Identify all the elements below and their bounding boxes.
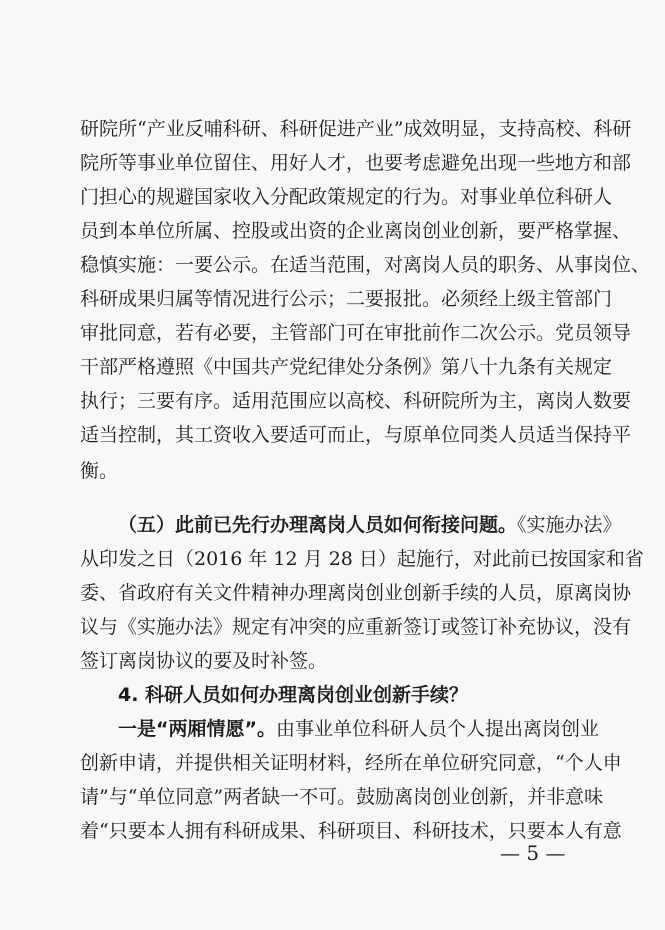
paragraph-line: 适当控制，其工资收入要适可而止，与原单位同类人员适当保持平: [80, 424, 632, 446]
paragraph-line: 干部严格遵照《中国共产党纪律处分条例》第八十九条有关规定: [80, 356, 613, 378]
paragraph-line: 科研成果归属等情况进行公示；二要报批。必须经上级主管部门: [80, 288, 613, 310]
part-1-first-line: [118, 713, 599, 745]
paragraph-line: 议与《实施办法》规定有冲突的应重新签订或签订补充协议，没有: [80, 616, 632, 638]
paragraph-line: 从印发之日（2016 年 12 月 28 日）起施行，对此前已按国家和省: [80, 548, 644, 570]
paragraph-line: 请”与“单位同意”两者缺一不可。鼓励离岗创业创新，并非意味: [80, 786, 604, 808]
part-1-heading: 一是“两厢情愿”。: [118, 718, 276, 740]
page-number: — 5 —: [500, 841, 566, 865]
section-5-first-line-text: 《实施办法》: [517, 514, 622, 536]
paragraph-line: 研院所“产业反哺科研、科研促进产业”成效明显，支持高校、科研: [80, 118, 632, 140]
paragraph-line: 审批同意，若有必要，主管部门可在审批前作二次公示。党员领导: [80, 322, 632, 344]
paragraph-line: 院所等事业单位留住、用好人才，也要考虑避免出现一些地方和部: [80, 152, 632, 174]
paragraph-line: 衡。: [80, 460, 119, 482]
paragraph-line: 执行；三要有序。适用范围应以高校、科研院所为主，离岗人数要: [80, 390, 632, 412]
paragraph-line: 员到本单位所属、控股或出资的企业离岗创业创新，要严格掌握、: [80, 220, 632, 242]
paragraph-line: 稳慎实施：一要公示。在适当范围，对离岗人员的职务、从事岗位、: [80, 254, 651, 276]
paragraph-line: 着“只要本人拥有科研成果、科研项目、科研技术，只要本人有意: [80, 820, 622, 842]
paragraph-line: 门担心的规避国家收入分配政策规定的行为。对事业单位科研人: [80, 186, 613, 208]
question-4-heading: 4. 科研人员如何办理离岗创业创新手续？: [118, 684, 469, 706]
paragraph-line: 签订离岗协议的要及时补签。: [80, 650, 328, 672]
part-1-first-line-text: 由事业单位科研人员个人提出离岗创业: [275, 718, 599, 740]
section-5-first-line: [118, 509, 622, 541]
paragraph-line: 创新申请，并提供相关证明材料，经所在单位研究同意，“个人申: [80, 752, 622, 774]
section-5-heading: （五）此前已先行办理离岗人员如何衔接问题。: [118, 514, 518, 536]
paragraph-line: 委、省政府有关文件精神办理离岗创业创新手续的人员，原离岗协: [80, 582, 632, 604]
